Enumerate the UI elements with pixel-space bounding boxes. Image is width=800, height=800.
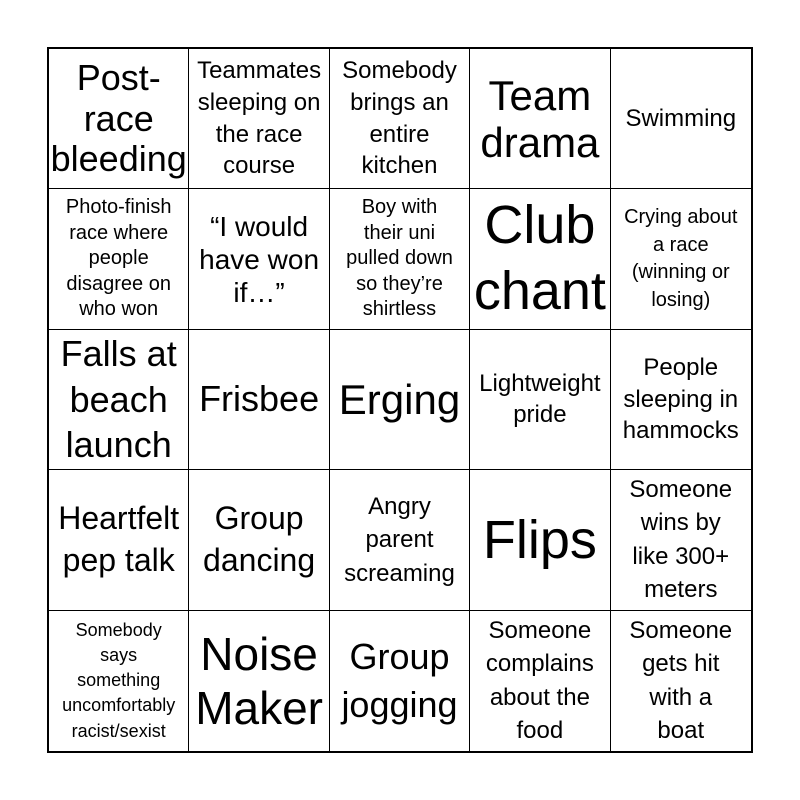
cell-text — [195, 627, 323, 736]
cell-text — [480, 72, 599, 166]
cell-text — [66, 195, 172, 323]
cell-line: Someone — [488, 616, 592, 644]
cell-line: beach — [69, 378, 168, 420]
bingo-cell[interactable] — [189, 330, 329, 470]
bingo-cell[interactable] — [330, 330, 470, 470]
bingo-cell[interactable] — [611, 330, 751, 470]
cell-line: Club — [484, 195, 596, 256]
bingo-cell[interactable] — [330, 49, 470, 189]
cell-text — [341, 633, 457, 728]
cell-line: Maker — [195, 681, 323, 734]
bingo-cell[interactable] — [611, 611, 751, 751]
cell-line: Noise — [200, 627, 318, 680]
cell-text — [625, 103, 736, 135]
cell-line: food — [516, 717, 564, 745]
cell-line: losing) — [651, 288, 711, 311]
bingo-cell[interactable] — [611, 49, 751, 189]
cell-line: Somebody — [75, 619, 162, 640]
cell-line: (winning or — [631, 261, 730, 284]
cell-line: Boy with — [361, 196, 438, 219]
cell-text — [203, 498, 315, 581]
cell-line: the race — [215, 120, 303, 148]
bingo-cell[interactable] — [49, 611, 189, 751]
cell-line: racist/sexist — [71, 720, 166, 741]
bingo-cell[interactable] — [189, 470, 329, 610]
cell-text — [474, 193, 606, 325]
cell-line: Somebody — [342, 57, 457, 85]
cell-line: something — [77, 670, 161, 691]
bingo-cell[interactable] — [611, 189, 751, 329]
cell-line: boat — [657, 717, 705, 745]
cell-line: so they’re — [356, 272, 443, 295]
cell-line: meters — [644, 576, 718, 604]
bingo-cell[interactable] — [189, 611, 329, 751]
cell-line: parent — [365, 526, 434, 554]
bingo-cell[interactable] — [470, 611, 610, 751]
cell-line: people — [88, 247, 149, 270]
cell-text — [479, 368, 600, 431]
cell-line: about the — [489, 683, 590, 711]
cell-line: who won — [79, 298, 159, 321]
cell-line: Frisbee — [199, 378, 320, 420]
cell-text — [346, 195, 453, 323]
cell-line: race where — [69, 221, 169, 244]
cell-line: Group — [214, 500, 304, 537]
cell-text — [623, 352, 739, 447]
cell-line: chant — [473, 261, 606, 322]
cell-line: gets hit — [642, 650, 720, 678]
cell-text — [197, 55, 321, 182]
cell-line: pep talk — [62, 541, 175, 578]
bingo-cell[interactable] — [470, 470, 610, 610]
bingo-cell[interactable] — [611, 470, 751, 610]
cell-text — [51, 58, 187, 179]
cell-line: like 300+ — [632, 542, 730, 570]
cell-line: their uni — [363, 221, 436, 244]
bingo-board — [47, 47, 753, 753]
cell-line: bleeding — [50, 137, 187, 179]
cell-line: Someone — [629, 475, 733, 503]
cell-line: Someone — [629, 616, 733, 644]
bingo-cell[interactable] — [49, 49, 189, 189]
cell-line: race — [83, 97, 154, 139]
bingo-cell[interactable] — [49, 189, 189, 329]
cell-line: launch — [65, 424, 172, 466]
bingo-cell[interactable] — [470, 189, 610, 329]
cell-line: hammocks — [622, 417, 739, 445]
cell-text — [629, 614, 732, 748]
cell-text — [344, 490, 455, 591]
cell-line: disagree on — [66, 272, 171, 295]
cell-line: Photo-finish — [65, 196, 172, 219]
cell-line: pulled down — [346, 247, 453, 270]
cell-line: Angry — [368, 492, 431, 520]
bingo-cell[interactable] — [330, 470, 470, 610]
cell-line: Heartfelt — [58, 500, 180, 537]
bingo-cell[interactable] — [470, 330, 610, 470]
cell-line: kitchen — [361, 152, 438, 180]
cell-line: Team — [488, 71, 592, 119]
cell-line: “I would — [210, 210, 309, 242]
cell-line: with a — [649, 683, 713, 711]
cell-line: entire — [369, 120, 430, 148]
cell-line: People — [643, 353, 719, 381]
cell-text — [629, 473, 732, 607]
cell-text — [61, 331, 177, 467]
cell-line: dancing — [203, 541, 316, 578]
cell-line: Teammates — [197, 57, 322, 85]
cell-line: says — [100, 645, 138, 665]
bingo-cell[interactable] — [49, 470, 189, 610]
cell-text — [58, 498, 179, 581]
cell-line: complains — [485, 650, 594, 678]
cell-line: drama — [480, 118, 600, 166]
cell-text — [199, 379, 319, 419]
cell-line: pride — [513, 401, 567, 429]
cell-line: Group — [349, 636, 450, 678]
cell-line: brings an — [350, 89, 449, 117]
cell-text — [199, 210, 319, 309]
cell-line: sleeping on — [197, 89, 321, 117]
cell-line: Post- — [76, 57, 161, 99]
bingo-cell[interactable] — [189, 189, 329, 329]
cell-text — [62, 618, 175, 744]
cell-line: Falls at — [60, 333, 177, 375]
cell-text — [624, 204, 737, 314]
cell-line: screaming — [344, 559, 455, 587]
cell-line: Crying about — [624, 205, 738, 228]
bingo-cell[interactable] — [470, 49, 610, 189]
cell-line: course — [223, 152, 296, 180]
cell-text — [342, 55, 457, 182]
cell-line: Swimming — [625, 104, 737, 132]
cell-line: sleeping in — [623, 385, 739, 413]
cell-line: Flips — [482, 509, 597, 570]
cell-line: a race — [652, 233, 709, 256]
bingo-cell[interactable] — [189, 49, 329, 189]
bingo-cell[interactable] — [330, 189, 470, 329]
cell-line: jogging — [341, 683, 458, 725]
cell-line: wins by — [640, 509, 721, 537]
cell-text — [483, 510, 597, 570]
cell-line: Erging — [338, 375, 461, 423]
bingo-cell[interactable] — [330, 611, 470, 751]
cell-text — [339, 376, 460, 423]
cell-text — [486, 614, 594, 748]
cell-line: Lightweight — [479, 369, 601, 397]
cell-line: have won — [199, 243, 320, 275]
cell-line: uncomfortably — [62, 695, 176, 716]
bingo-cell[interactable] — [49, 330, 189, 470]
cell-line: shirtless — [362, 298, 437, 321]
cell-line: if…” — [233, 276, 285, 308]
